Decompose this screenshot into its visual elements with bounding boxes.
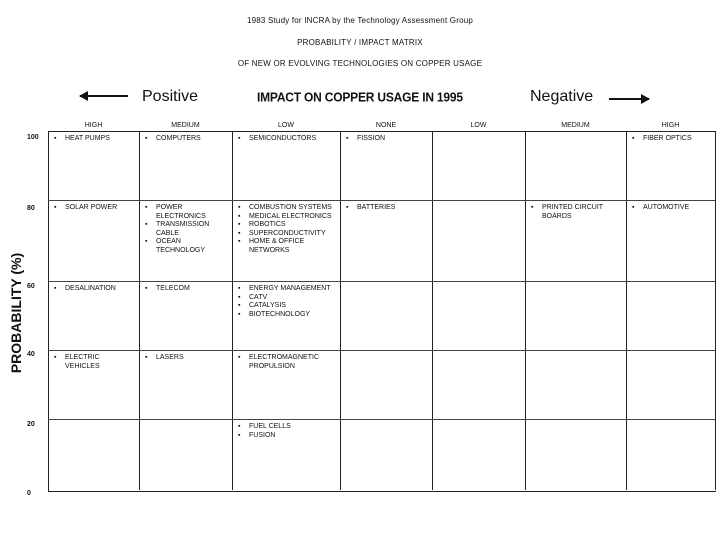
technology-item: ▪ CATV [238, 294, 337, 303]
matrix-cell [346, 135, 429, 144]
matrix-cell [238, 285, 337, 319]
column-header: LOW [470, 122, 487, 129]
row-divider [48, 419, 715, 420]
technology-item: ▪ COMBUSTION SYSTEMS [238, 204, 337, 213]
matrix-cell [632, 204, 712, 213]
right-arrow-icon [609, 98, 649, 100]
technology-item: ▪ BIOTECHNOLOGY [238, 311, 337, 320]
matrix-cell [145, 135, 229, 144]
impact-matrix-grid [48, 131, 716, 492]
technology-item: ▪ TELECOM [145, 285, 229, 294]
row-divider [48, 350, 715, 351]
column-divider [432, 131, 433, 490]
y-axis-label: PROBABILITY (%) [8, 252, 24, 374]
matrix-cell [238, 204, 337, 255]
technology-item: ▪ ENERGY MANAGEMENT [238, 285, 337, 294]
matrix-cell [54, 204, 136, 213]
technology-item: ▪ OCEAN TECHNOLOGY [145, 238, 229, 255]
y-tick-label: 60 [27, 283, 35, 290]
column-divider [525, 131, 526, 490]
technology-item: ▪ FUEL CELLS [238, 423, 337, 432]
technology-item: ▪ MEDICAL ELECTRONICS [238, 213, 337, 222]
y-tick-label: 20 [27, 421, 35, 428]
column-header: MEDIUM [561, 122, 590, 129]
matrix-cell [238, 354, 337, 371]
matrix-cell [145, 285, 229, 294]
y-tick-label: 40 [27, 351, 35, 358]
negative-label: Negative [530, 88, 594, 105]
row-divider [48, 200, 715, 201]
technology-item: ▪ DESALINATION [54, 285, 136, 294]
technology-item: ▪ FIBER OPTICS [632, 135, 712, 144]
technology-item: ▪ HOME & OFFICE NETWORKS [238, 238, 337, 255]
column-divider [139, 131, 140, 490]
matrix-subtitle: OF NEW OR EVOLVING TECHNOLOGIES ON COPPER USAGE [237, 59, 483, 68]
impact-title: IMPACT ON COPPER USAGE IN 1995 [257, 89, 463, 105]
matrix-cell [632, 135, 712, 144]
matrix-cell [145, 204, 229, 255]
y-tick-label: 0 [27, 490, 31, 497]
technology-item: ▪ FISSION [346, 135, 429, 144]
technology-item: ▪ SEMICONDUCTORS [238, 135, 337, 144]
study-title: 1983 Study for INCRA by the Technology Assessment Group [246, 16, 474, 25]
technology-item: ▪ PRINTED CIRCUIT BOARDS [531, 204, 623, 221]
technology-item: ▪ SUPERCONDUCTIVITY [238, 230, 337, 239]
column-divider [232, 131, 233, 490]
matrix-cell [145, 354, 229, 363]
technology-item: ▪ BATTERIES [346, 204, 429, 213]
matrix-cell [54, 135, 136, 144]
technology-item: ▪ LASERS [145, 354, 229, 363]
column-header: HIGH [661, 122, 680, 129]
column-header: LOW [278, 122, 294, 129]
matrix-cell [54, 354, 136, 371]
technology-item: ▪ FUSION [238, 432, 337, 441]
technology-item: ▪ SOLAR POWER [54, 204, 136, 213]
column-header: NONE [375, 122, 397, 129]
technology-item: ▪ TRANSMISSION CABLE [145, 221, 229, 238]
column-header: HIGH [84, 122, 103, 129]
left-arrow-icon [80, 95, 128, 97]
technology-item: ▪ ELECTRIC VEHICLES [54, 354, 136, 371]
column-header: MEDIUM [171, 122, 200, 129]
column-divider [626, 131, 627, 490]
technology-item: ▪ CATALYSIS [238, 302, 337, 311]
technology-item: ▪ HEAT PUMPS [54, 135, 136, 144]
row-divider [48, 281, 715, 282]
matrix-cell [531, 204, 623, 221]
matrix-cell [346, 204, 429, 213]
matrix-cell [238, 423, 337, 440]
positive-label: Positive [142, 88, 199, 105]
technology-item: ▪ ELECTROMAGNETIC PROPULSION [238, 354, 337, 371]
technology-item: ▪ AUTOMOTIVE [632, 204, 712, 213]
matrix-title: PROBABILITY / IMPACT MATRIX [297, 38, 423, 47]
column-divider [340, 131, 341, 490]
technology-item: ▪ COMPUTERS [145, 135, 229, 144]
matrix-cell [54, 285, 136, 294]
matrix-cell [238, 135, 337, 144]
y-tick-label: 80 [27, 205, 35, 212]
technology-item: ▪ POWER ELECTRONICS [145, 204, 229, 221]
column-divider [715, 131, 716, 490]
y-tick-label: 100 [27, 134, 39, 141]
technology-item: ▪ ROBOTICS [238, 221, 337, 230]
